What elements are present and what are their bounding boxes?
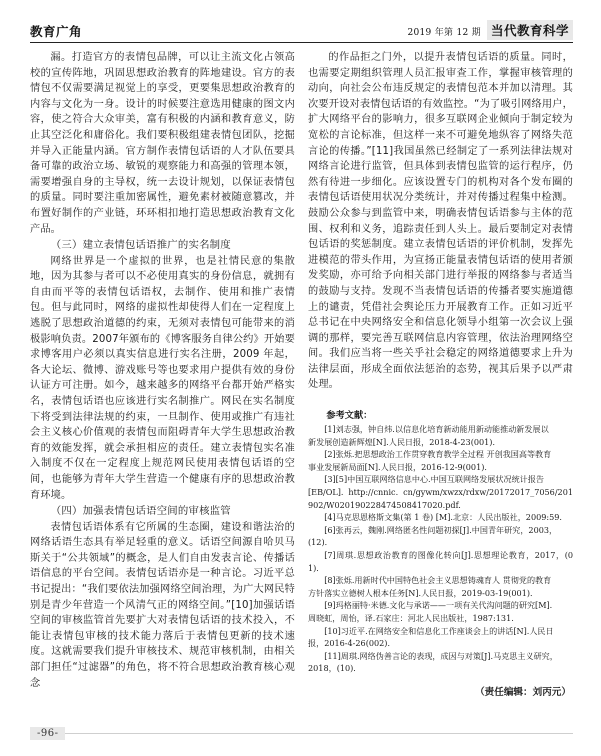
references-section — [308, 407, 573, 675]
reference-line-first: [2]张烁.把思想政治工作贯穿教育教学全过程 开创我国高等教育 — [324, 449, 552, 460]
reference-item — [308, 423, 573, 448]
reference-line-rest: 事业发展新局面[N].人民日报，2016-12-9(001)． — [308, 461, 493, 472]
running-head-journal-group — [407, 20, 573, 40]
article-columns — [30, 50, 573, 698]
page-number: -96- — [30, 727, 65, 740]
reference-line-rest: 新发展创造新辉煌[N].人民日报，2018-4-23(001)． — [308, 436, 501, 447]
subheading-three: （三）建立表情包话语推广的实名制度 — [50, 239, 231, 252]
reference-line-first: [1]刘志强，钟自炜.以信息化培育新动能用新动能推动新发展以 — [324, 424, 549, 435]
reference-line-first: [9]玛格丽特·米德.文化与承诺——一项有关代沟问题的研究[M]. — [324, 600, 553, 611]
reference-item — [308, 574, 573, 599]
subheading-four: （四）加强表情包话语空间的审核监管 — [50, 505, 231, 518]
running-head — [30, 18, 573, 43]
reference-line-rest: 方针落实立德树人根本任务[N].人民日报，2019-03-19(001)． — [308, 587, 539, 598]
reference-item — [308, 599, 573, 624]
reference-line-first: [6]张再云，魏刚.网络匿名性问题初探[J].中国青年研究，2003， — [324, 524, 558, 535]
reference-item — [308, 524, 573, 549]
running-head-section: 教育广角 — [30, 24, 83, 39]
issue-label: 2019 年第 12 期 — [407, 28, 481, 38]
reference-line-rest: [EB/OL]. http://cnnic. cn/gywm/xwzx/rdxw/20172017_7056/201902/W020190228474508417020.pdf. — [308, 487, 573, 510]
reference-line-first: [7]周琪.思想政治教育的图像化转向[J].思想理论教育，2017，(01)． — [308, 550, 573, 573]
reference-line-rest: 2018，(10)． — [308, 663, 362, 674]
footer-rule — [65, 733, 573, 734]
reference-item — [308, 650, 573, 675]
journal-title: 当代教育科学 — [487, 20, 573, 40]
reference-line-rest: 报，2016-4-26(002)． — [308, 638, 396, 649]
reference-line-first: [11]周琪.网络伪善言论的表现，成因与对策[J].马克思主义研究， — [324, 650, 558, 661]
reference-item — [308, 625, 573, 650]
reference-item — [308, 473, 573, 511]
page-footer — [30, 727, 573, 740]
reference-item — [308, 549, 573, 574]
reference-line-rest: (12)． — [308, 537, 333, 548]
reference-line-first: [4]马克思恩格斯文集(第 1 卷) [M].北京：人民出版社，2009:59. — [324, 512, 562, 523]
reference-item — [308, 511, 573, 524]
left-column — [30, 50, 295, 695]
paragraph-continued: 漏。打造官方的表情包品牌，可以让主流文化占领高校的宣传阵地，巩固思想政治教育的阵地建设。官方的表情包不仅需要满足视觉上的享受，更要集思想政治教育的内容与文化为一身。设计的时候要注意选用健康的图文内容，使之符合大众审美，富有积极的内涵和教育意义，防止其空泛化和庸俗化。我们要积极组建表情包团队，挖掘并导入正能量内涵。官方制作表情包话语的人才队伍要具备可靠的政治立场、敏锐的观察能力和高强的管理本领，需要增强自身的主导权，统一去设计规划，以保证表情包的质量。同时要注重加密属性，避免素材被随意篡改，并布置好制作的产业链，环环相扣地打造思想政治教育文化产品。 — [30, 52, 295, 235]
paragraph-quality-control: 的作品拒之门外，以提升表情包话语的质量。同时，也需要定期组织管理人员汇报审查工作，掌握审核管理的动向，向社会公布违反规定的表情包范本并加以清理。其次要开设对表情包话语的有效监控。“为了吸引网络用户，扩大网络平台的影响力，很多互联网企业倾向于制定较为宽松的言论标准，但这样一来不可避免地纵容了网络失范言论的传播。”[11]我国虽然已经制定了一系列法律法规对网络言论进行监管，但具体到表情包监管的运行程序，仍然有待进一步细化。应该设置专门的机构对各个发布圈的表情包话语使用状况分类统计，并对传播过程集中检测。鼓励公众参与到监管中来，明确表情包话语参与主体的范围、权利和义务，追踪责任到人头上。最后要制定对表情包话语的奖惩制度。建立表情包话语的评价机制，发挥先进模范的带头作用，为宣扬正能量表情包话语的使用者颁发奖励，亦可给予向相关部门进行举报的网络参与者适当的鼓励与支持。发现不当表情包话语的传播者要实施道德上的谴责，凭借社会舆论压力开展教育工作。正如习近平总书记在中央网络安全和信息化领导小组第一次会议上强调的那样，要完善互联网信息内容管理，依法治理网络空间。我们应当将一些关乎社会稳定的网络道德要求上升为法律层面，形成全面依法惩治的态势，视其后果予以严肃处理。 — [308, 52, 573, 391]
reference-line-first: [3][5]中国互联网络信息中心.中国互联网络发展状况统计报告 — [324, 474, 544, 485]
right-column — [308, 50, 573, 698]
references-heading: 参考文献： — [326, 410, 373, 422]
reference-item — [308, 448, 573, 473]
reference-line-rest: 周晓虹，周怡，译.石家庄：河北人民出版社，1987:131. — [308, 612, 514, 623]
reference-line-first: [10]习近平.在网络安全和信息化工作座谈会上的讲话[N].人民日 — [324, 625, 554, 636]
paragraph-supervision: 表情包话语体系有它所属的生态圈，建设和谐法治的网络话语生态具有举足轻重的意义。话语空间源自哈贝马斯关于“公共领域”的概念，是人们自由发表言论、传播话语信息的平台空间。表情包话语亦是一种言论。习近平总书记提出：“我们要依法加强网络空间治理，为广大网民特别是青少年营造一个风清气正的网络空间。”[10]加强话语空间的审核监管首先要扩大对表情包话语的技术投入，不能让表情包审核的技术能力落后于表情包更新的技术速度。这就需要我们提升审核技术、规范审核机制，由相关部门担任“过滤器”的角色，将不符合思想政治教育核心观念 — [30, 521, 295, 689]
paragraph-anonymity: 网络世界是一个虚拟的世界，也是社情民意的集散地，因为其参与者可以不必使用真实的身份信息，就拥有自由而平等的表情包话语权，去制作、使用和推广表情包。但与此同时，网络的虚拟性却使得人们在一定程度上逃脱了思想政治道德的约束，无须对表情包可能带来的消极影响负责。2007年颁布的《博客服务自律公约》开始要求博客用户必须以真实信息进行实名注册，2009 年起，各大论坛、微博、游戏账号等也要求用户提供有效的身份认证方可注册。如今，越来越多的网络平台都开始严格实名，表情包话语也应该进行实名制推广。网民在实名制度下将受到法律法规的约束，一旦制作、使用或推广有违社会主义核心价值观的表情包而阻碍青年大学生思想政治教育的效能发挥，就会承担相应的责任。建立表情包实名准入制度不仅在一定程度上规范网民使用表情包话语的空间，也能够为青年大学生营造一个健康有序的思想政治教育环境。 — [30, 255, 295, 501]
responsible-editor: （责任编辑：刘丙元） — [475, 686, 571, 698]
reference-line-first: [8]张烁.用新时代中国特色社会主义思想铸魂育人 贯彻党的教育 — [324, 575, 552, 586]
